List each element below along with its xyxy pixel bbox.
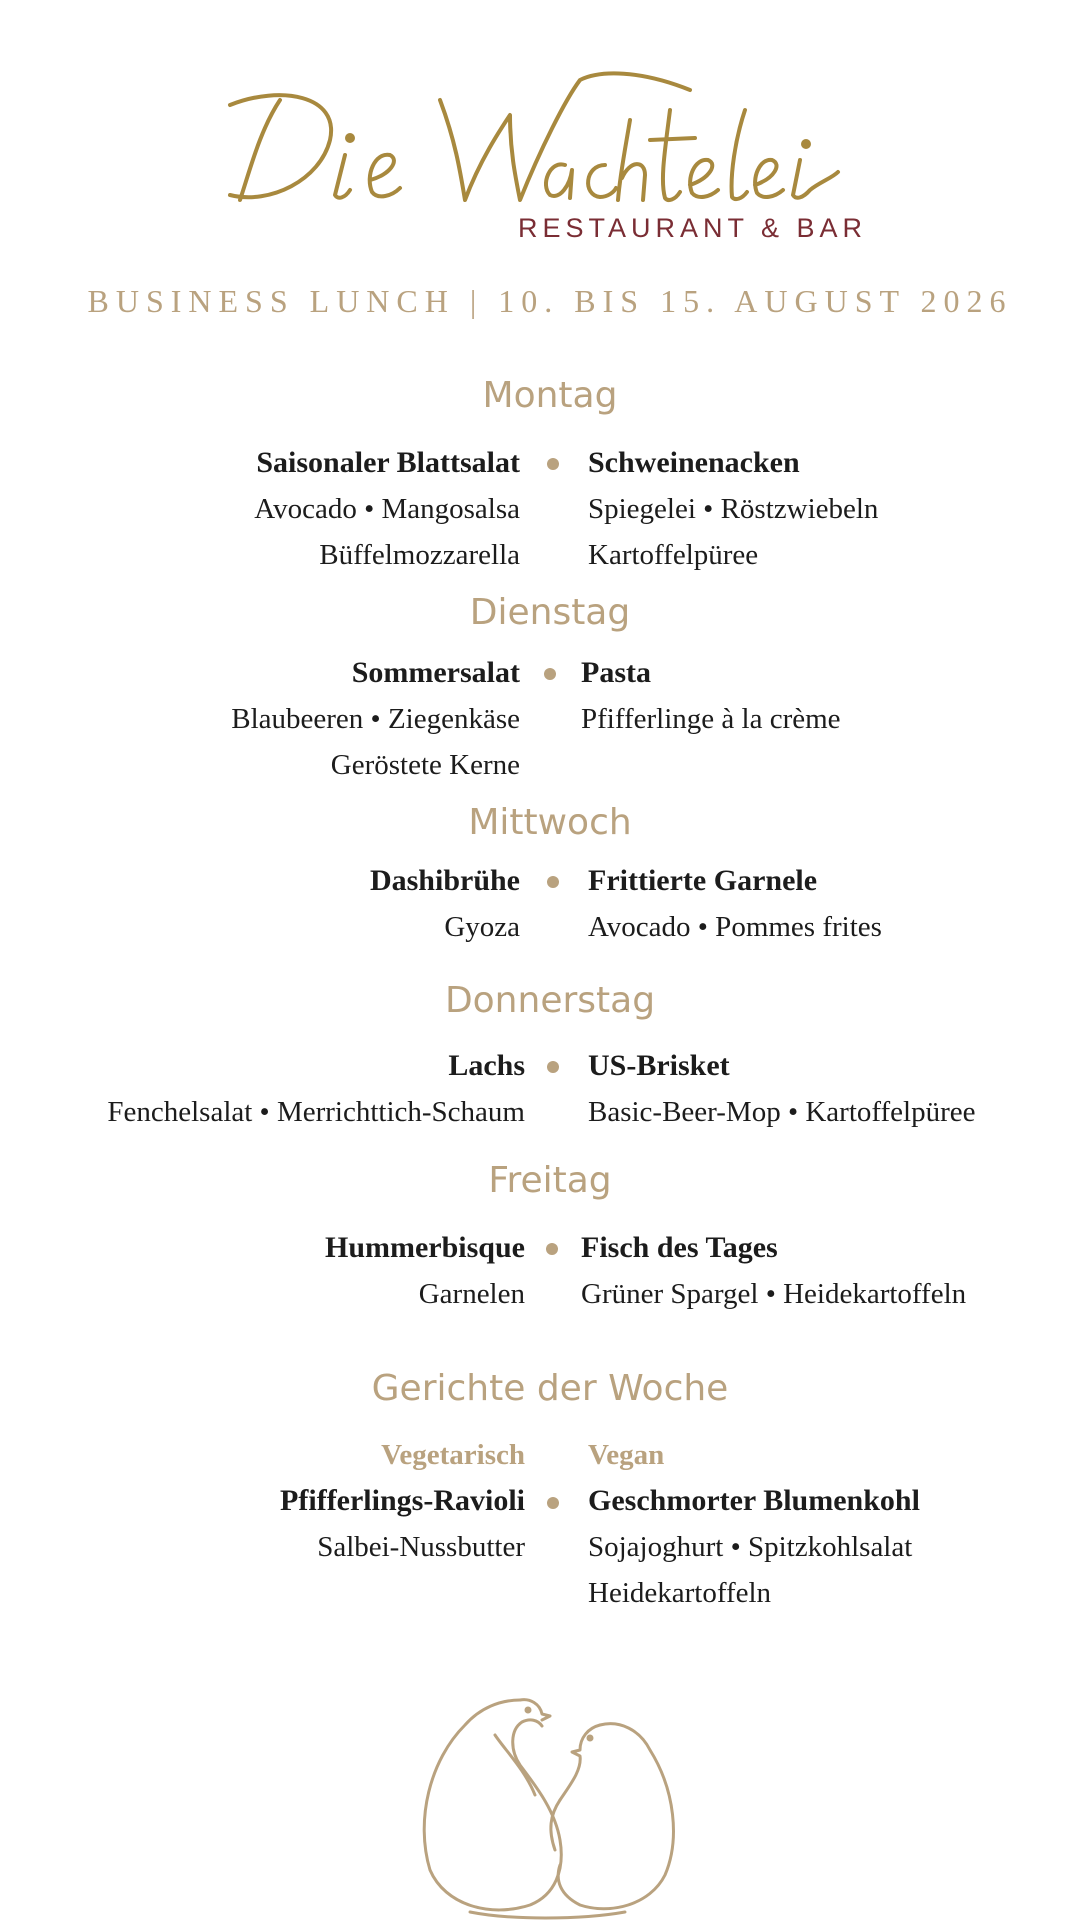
logo-script-icon [220,60,900,210]
day-heading-montag: Montag [482,375,618,416]
separator-dot [544,668,556,680]
separator-dot [547,876,559,888]
dish-description: Grüner Spargel • Heidekartoffeln [581,1278,967,1310]
dish-title: Lachs [448,1049,525,1082]
day-heading-dienstag: Dienstag [469,592,631,633]
dish-title: Pasta [581,656,651,689]
dish-description: Avocado • Mangosalsa [254,493,520,525]
separator-dot [547,1497,559,1509]
dish-description: Blaubeeren • Ziegenkäse [231,703,520,735]
day-heading-donnerstag: Donnerstag [444,980,656,1021]
dish-freitag-main [581,1225,966,1317]
dish-weekly-vegan [588,1432,920,1616]
restaurant-logo [0,60,1080,260]
dish-description: Garnelen [418,1278,525,1310]
weekly-heading: Gerichte der Woche [371,1368,729,1409]
dish-dienstag-main [581,650,841,742]
dish-title: Geschmorter Blumenkohl [588,1484,920,1517]
dish-description: Heidekartoffeln [588,1577,772,1609]
logo-subtitle: RESTAURANT & BAR [518,213,868,243]
dish-description: Geröstete Kerne [330,749,520,781]
dish-description: Büffelmozzarella [319,539,520,571]
dish-donnerstag-main [588,1043,976,1135]
dish-title: Pfifferlings-Ravioli [280,1484,525,1517]
dish-mittwoch-main [588,858,882,950]
dish-donnerstag-starter [107,1043,525,1135]
dish-montag-main [588,440,878,578]
dish-title: Frittierte Garnele [588,864,818,897]
dish-title: US-Brisket [588,1049,730,1082]
dish-description: Kartoffelpüree [588,539,759,571]
category-label: Vegan [588,1439,665,1471]
separator-dot [546,1243,558,1255]
dish-title: Saisonaler Blattsalat [256,446,520,479]
dish-title: Hummerbisque [324,1231,525,1264]
dish-mittwoch-starter [370,858,520,950]
dish-description: Spiegelei • Röstzwiebeln [588,493,879,525]
dish-title: Dashibrühe [369,864,520,897]
separator-dot [547,1061,559,1073]
day-heading-freitag: Freitag [488,1160,612,1201]
category-label: Vegetarisch [381,1439,525,1471]
dish-description: Fenchelsalat • Merrichttich-Schaum [107,1096,525,1128]
dish-dienstag-starter [231,650,520,788]
dish-title: Schweinenacken [588,446,800,479]
dish-montag-starter [254,440,520,578]
dish-description: Avocado • Pommes frites [588,911,882,943]
dish-weekly-vegetarian [280,1432,525,1570]
menu-subtitle: BUSINESS LUNCH | 10. BIS 15. AUGUST 2026 [87,283,1013,319]
dish-description: Salbei-Nussbutter [317,1531,525,1563]
dish-title: Sommersalat [351,656,520,689]
dish-freitag-starter [325,1225,525,1317]
dish-description: Basic-Beer-Mop • Kartoffelpüree [588,1096,976,1128]
dish-description: Pfifferlinge à la crème [581,703,841,735]
dish-description: Gyoza [444,911,520,943]
day-heading-mittwoch: Mittwoch [468,802,632,843]
separator-dot [547,458,559,470]
dish-title: Fisch des Tages [581,1231,778,1264]
quails-illustration-icon [410,1690,700,1920]
dish-description: Sojajoghurt • Spitzkohlsalat [588,1531,913,1563]
